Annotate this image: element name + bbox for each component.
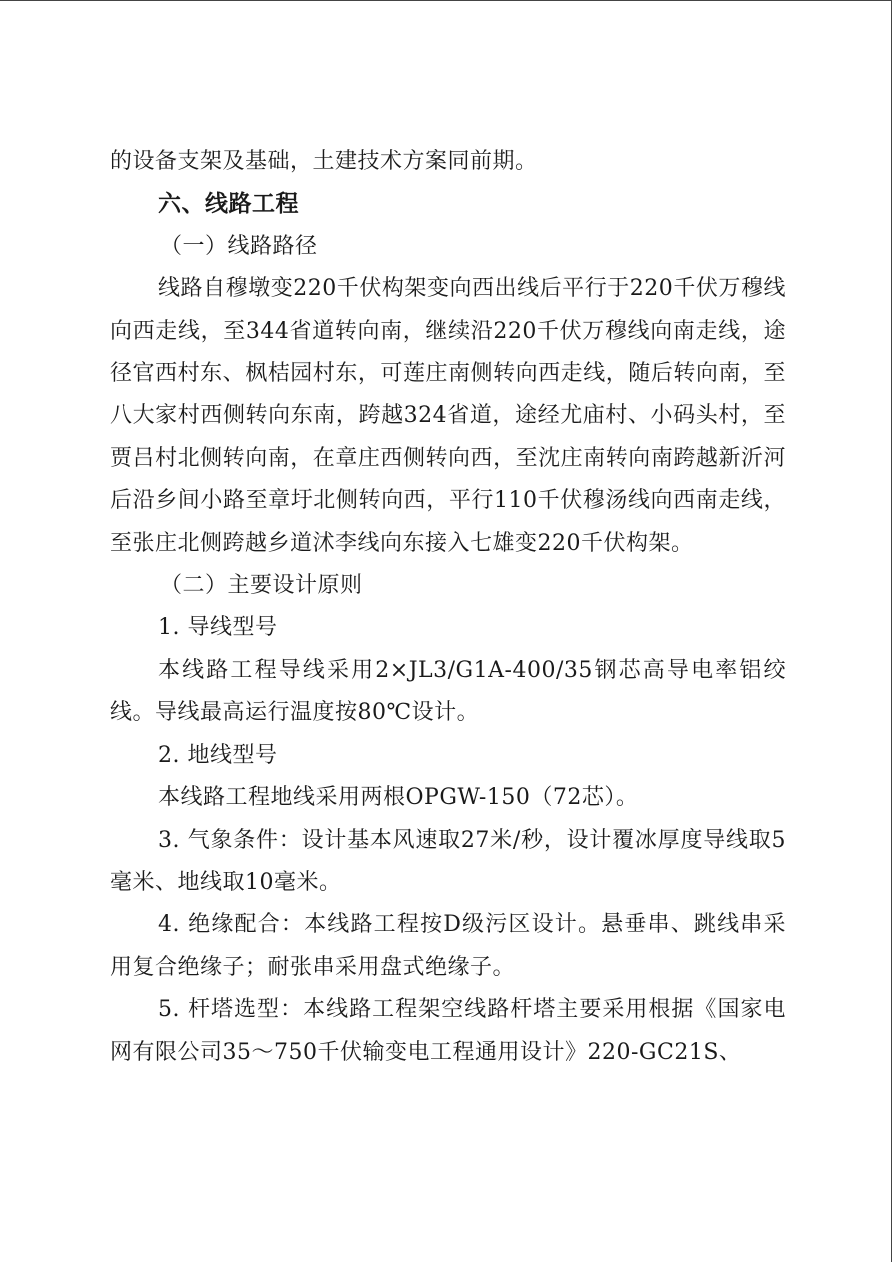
route-paragraph: 线路自穆墩变220千伏构架变向西出线后平行于220千伏万穆线向西走线，至344省道转向南，继续沿220千伏万穆线向南走线，途径官西村东、枫桔园村东，可莲庄南侧转向西走线，随后转向南，至八大家村西侧转向东南，跨越324省道，途经尤庙村、小码头村，至贾吕村北侧转向南，在章庄西侧转向西，至沈庄南转向南跨越新沂河后沿乡间小路至章圩北侧转向西，平行110千伏穆汤线向西南走线，至张庄北侧跨越乡道沭李线向东接入七雄变220千伏构架。 <box>110 276 786 556</box>
item-ground-wire-title: 2. 地线型号 <box>158 742 278 768</box>
item-ground-wire-body: 本线路工程地线采用两根OPGW-150（72芯）。 <box>158 785 639 811</box>
section-title: 六、线路工程 <box>158 191 299 218</box>
continuation-paragraph: 的设备支架及基础，土建技术方案同前期。 <box>110 149 538 174</box>
item-conductor-title: 1. 导线型号 <box>158 615 278 641</box>
item-weather-conditions: 3. 气象条件：设计基本风速取27米/秒，设计覆冰厚度导线取5毫米、地线取10毫米。 <box>110 827 786 895</box>
item-conductor-body: 本线路工程导线采用2×JL3/G1A-400/35钢芯高导电率铝绞线。导线最高运行温度按80℃设计。 <box>110 657 786 726</box>
subsection-design-principles-title: （二）主要设计原则 <box>160 573 363 599</box>
subsection-route-title: （一）线路路径 <box>160 233 318 259</box>
item-insulation: 4. 绝缘配合：本线路工程按D级污区设计。悬垂串、跳线串采用复合绝缘子；耐张串采用盘式绝缘子。 <box>110 912 786 980</box>
document-body <box>110 141 786 1074</box>
item-tower-selection: 5. 杆塔选型：本线路工程架空线路杆塔主要采用根据《国家电网有限公司35～750千伏输变电工程通用设计》220-GC21S、 <box>110 997 786 1065</box>
